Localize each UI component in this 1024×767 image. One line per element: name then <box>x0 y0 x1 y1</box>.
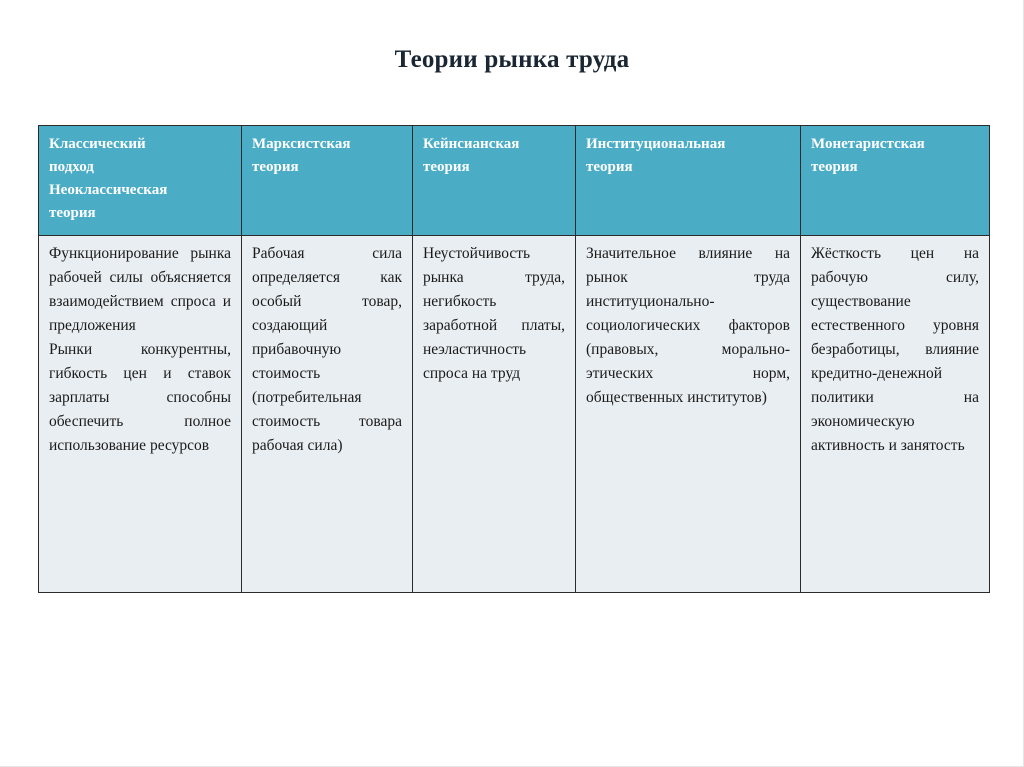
header-line: Кейнсианская <box>423 136 520 152</box>
header-keynesian <box>413 126 576 236</box>
cell-marxist: Рабочая сила определяется как особый товар, создающий прибавочную стоимость (потребительная стоимость товара рабочая сила) <box>242 236 413 593</box>
header-line: Классический <box>49 136 146 152</box>
header-line: Институциональная <box>586 136 726 152</box>
header-row <box>39 126 990 236</box>
header-marxist <box>242 126 413 236</box>
cell-keynesian: Неустойчивость рынка труда, негибкость заработной платы, неэластичность спроса на труд <box>413 236 576 593</box>
header-line: подход <box>49 159 94 175</box>
theories-table <box>38 125 990 593</box>
cell-classical: Функционирование рынка рабочей силы объясняется взаимодействием спроса и предложения Рынки конкурентны, гибкость цен и ставок зарплаты способны обеспечить полное использование ресурсов <box>39 236 242 593</box>
body-row <box>39 236 990 593</box>
header-classical <box>39 126 242 236</box>
header-line: Неоклассическая <box>49 182 168 198</box>
page-title: Теории рынка труда <box>394 46 630 73</box>
header-line: теория <box>49 205 96 221</box>
cell-institutional: Значительное влияние на рынок труда институционально-социологических факторов (правовых, морально-этических норм, общественных институтов) <box>576 236 801 593</box>
header-monetarist <box>801 126 990 236</box>
header-institutional <box>576 126 801 236</box>
header-line: теория <box>423 159 470 175</box>
cell-monetarist: Жёсткость цен на рабочую силу, существование естественного уровня безработицы, влияние кредитно-денежной политики на экономическую активность и занятость <box>801 236 990 593</box>
header-line: теория <box>811 159 858 175</box>
header-line: Марксистская <box>252 136 351 152</box>
header-line: теория <box>252 159 299 175</box>
header-line: теория <box>586 159 633 175</box>
header-line: Монетаристская <box>811 136 925 152</box>
